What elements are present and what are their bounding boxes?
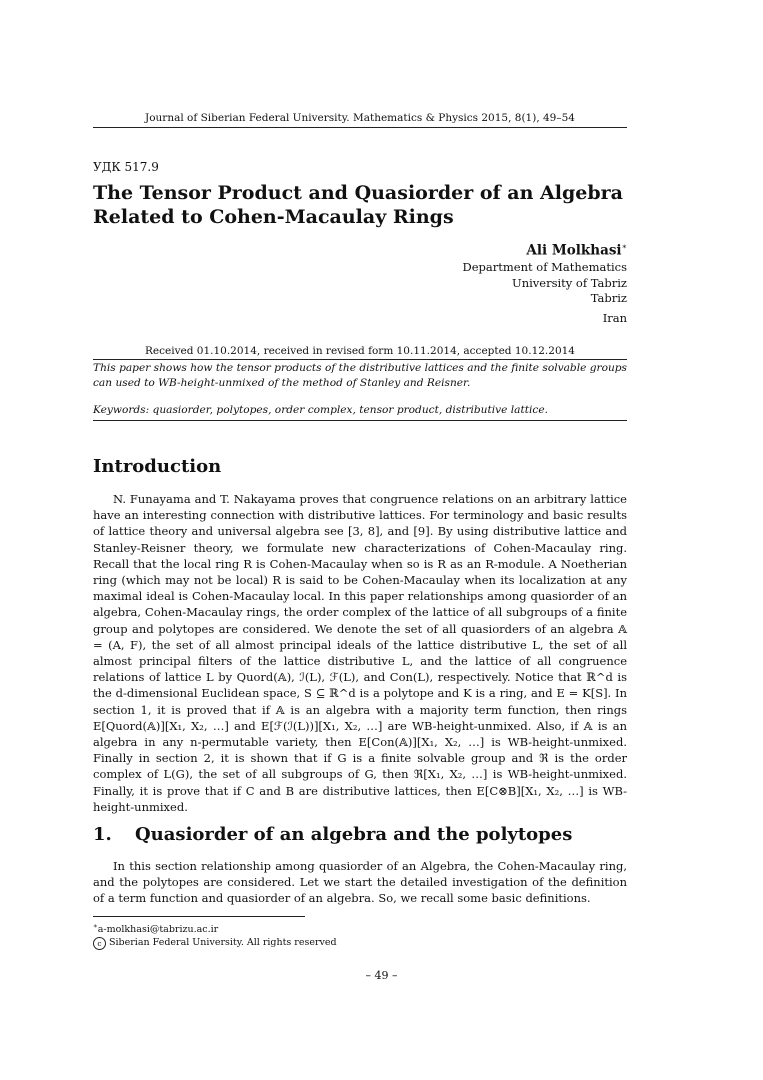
- affiliation-line: Iran: [602, 310, 627, 325]
- page-number: – 49 –: [365, 969, 398, 982]
- section-number: 1.: [93, 824, 112, 845]
- journal-header: Journal of Siberian Federal University. Mathematics & Physics 2015, 8(1), 49–54: [145, 112, 575, 124]
- affiliation-line: University of Tabriz: [512, 275, 627, 290]
- affiliation-line: Department of Mathematics: [462, 260, 627, 274]
- author-email-link[interactable]: a-molkhasi@tabrizu.ac.ir: [97, 924, 219, 936]
- section-title: Quasiorder of an algebra and the polytopes: [135, 824, 573, 845]
- received-dates: Received 01.10.2014, received in revised form 10.11.2014, accepted 10.12.2014: [145, 345, 575, 357]
- author-name: [526, 242, 627, 259]
- abstract-top-divider: [93, 359, 627, 360]
- header-divider: [93, 127, 627, 128]
- footnote-email-line: [93, 920, 337, 936]
- introduction-heading: Introduction: [93, 456, 222, 477]
- copyright-text: Siberian Federal University. All rights reserved: [109, 937, 337, 949]
- affiliation-line: Tabriz: [590, 291, 627, 305]
- section-1-body: [93, 858, 627, 907]
- introduction-paragraph: N. Funayama and T. Nakayama proves that congruence relations on an arbitrary lattice have an interesting connection with distributive lattices. For terminology and basic results of lattice theory and universal algebra see [3, 8], and [9]. By using distributive lattice and Stanley-Reisner theory, we formulate new characterizations of Cohen-Macaulay ring. Recall that the local ring R is Cohen-Macaulay when so is R as an R-module. A Noetherian ring (which may not be local) R is said to be Cohen-Macaulay when its localization at any maximal ideal is Cohen-Macaulay local. In this paper relationships among quasiorder of an algebra, Cohen-Macaulay rings, the order complex of the lattice of all subgroups of a finite group and polytopes are considered. We denote the set of all quasiorders of an algebra 𝔸 = (A, F), the set of all almost principal ideals of the lattice distributive L, the set of all almost principal filters of the lattice distributive L, and the lattice of all congruence relations of lattice L by Quord(𝔸), ℐ(L), ℱ(L), and Con(L), respectively. Notice that ℝ^d is the d-dimensional Euclidean space, S ⊆ ℝ^d is a polytope and K is a ring, and E = K[S]. In section 1, it is proved that if 𝔸 is an algebra with a majority term function, then rings E[Quord(𝔸)][X₁, X₂, …] and E[ℱ(ℐ(L))][X₁, X₂, …] are WB-height-unmixed. Also, if 𝔸 is an algebra in any n-permutable variety, then E[Con(𝔸)][X₁, X₂, …] is WB-height-unmixed. Finally in section 2, it is shown that if G is a finite solvable group and ℜ is the order complex of L(G), the set of all subgroups of G, then ℜ[X₁, X₂, …] is WB-height-unmixed. Finally, it is prove that if C and B are distributive lattices, then E[C⊗B][X₁, X₂, …] is WB-height-unmixed.: [93, 492, 627, 814]
- author-name-text: Ali Molkhasi: [526, 242, 622, 259]
- footnotes: [93, 920, 337, 950]
- copyright-icon: c: [93, 937, 106, 950]
- copyright-line: [93, 936, 337, 950]
- paper-title: The Tensor Product and Quasiorder of an Algebra Related to Cohen-Macaulay Rings: [93, 182, 623, 228]
- udk-code: УДК 517.9: [93, 160, 159, 174]
- section-1-heading: [93, 824, 572, 845]
- abstract: This paper shows how the tensor products of the distributive lattices and the finite solvable groups can used to WB-height-unmixed of the method of Stanley and Reisner.: [93, 362, 627, 389]
- author-footnote-mark[interactable]: ∗: [621, 242, 627, 251]
- abstract-bottom-divider: [93, 420, 627, 421]
- introduction-body: [93, 491, 627, 815]
- affiliation: [463, 260, 627, 326]
- keywords: Keywords: quasiorder, polytopes, order complex, tensor product, distributive lattice.: [93, 404, 548, 416]
- section-1-paragraph: In this section relationship among quasiorder of an Algebra, the Cohen-Macaulay ring, and the polytopes are considered. Let we start the detailed investigation of the definition of a term function and quasiorder of an algebra. So, we recall some basic definitions.: [93, 859, 627, 906]
- footnote-mark: ∗: [93, 922, 98, 930]
- footnote-divider: [93, 916, 305, 917]
